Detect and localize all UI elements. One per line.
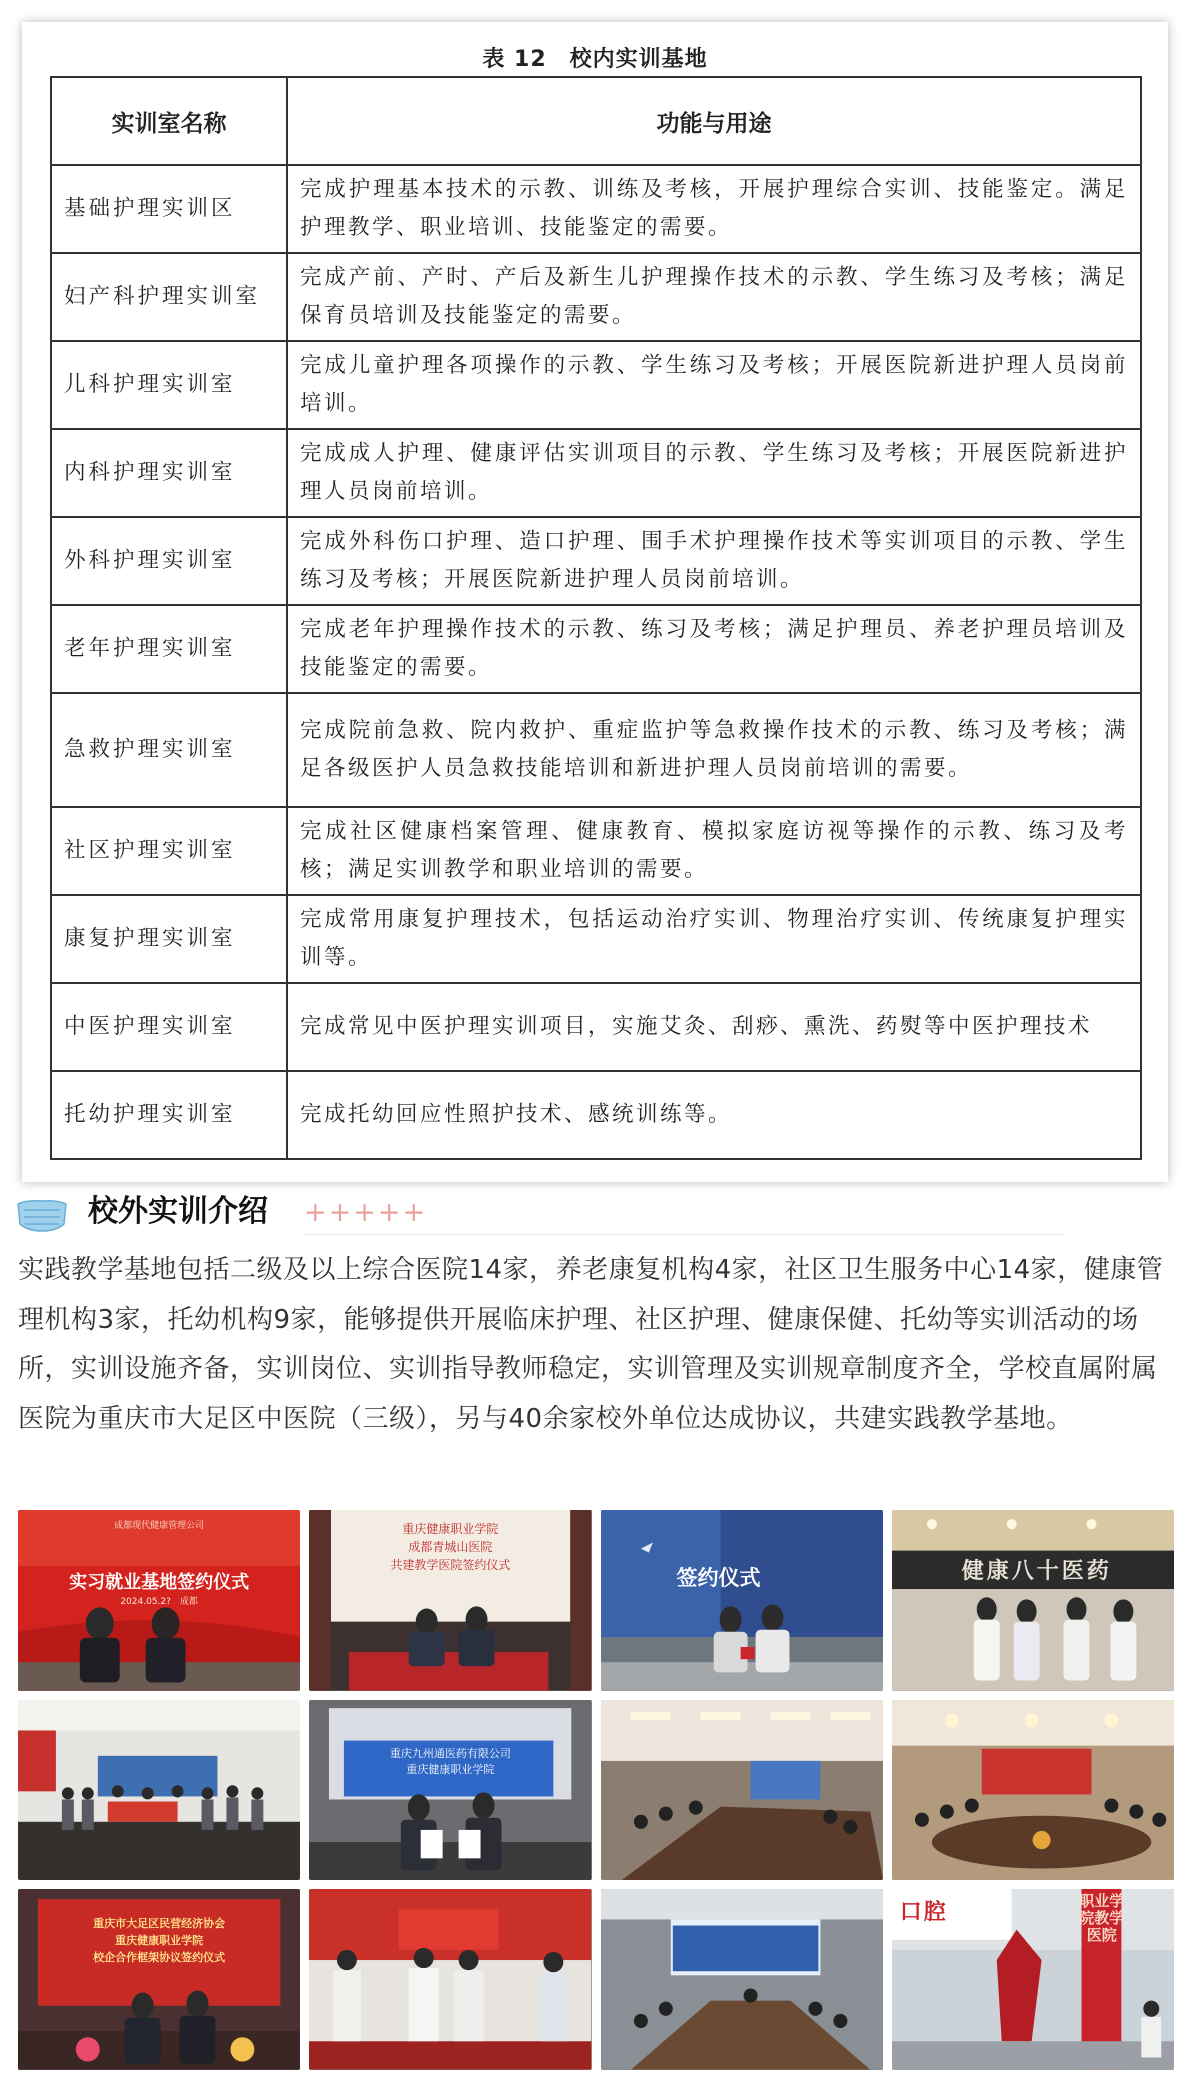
meeting-photo <box>601 1700 883 1881</box>
room-function: 完成院前急救、院内救护、重症监护等急救操作技术的示教、练习及考核；满足各级医护人员急救技能培训和新进护理人员岗前培训的需要。 <box>287 693 1141 807</box>
room-function: 完成托幼回应性照护技术、感统训练等。 <box>287 1071 1141 1159</box>
signing-photo <box>309 1700 591 1881</box>
room-name: 外科护理实训室 <box>51 517 287 605</box>
meeting-photo <box>601 1889 883 2070</box>
table-header-row <box>51 77 1141 165</box>
photo-caption: 实习就业基地签约仪式 <box>69 1572 250 1593</box>
section-divider <box>304 1234 1064 1235</box>
training-base-table-card <box>22 22 1168 1182</box>
room-function: 完成常用康复护理技术，包括运动治疗实训、物理治疗实训、传统康复护理实训等。 <box>287 895 1141 983</box>
pharmacy-photo <box>892 1510 1174 1691</box>
group-photo <box>18 1700 300 1881</box>
column-header-function: 功能与用途 <box>287 77 1141 165</box>
photo-caption: 健康八十医药 <box>961 1559 1112 1584</box>
table-row <box>51 429 1141 517</box>
photo-caption: 2024.05.2? 成都 <box>120 1597 198 1607</box>
room-name: 托幼护理实训室 <box>51 1071 287 1159</box>
photo-caption: 重庆九州通医药有限公司 重庆健康职业学院 <box>389 1746 511 1776</box>
intro-paragraph: 实践教学基地包括二级及以上综合医院14家，养老康复机构4家，社区卫生服务中心14家，健康管理机构3家，托幼机构9家，能够提供开展临床护理、社区护理、健康保健、托幼等实训活动的场所，实训设施齐备，实训岗位、实训指导教师稳定，实训管理及实训规章制度齐全，学校直属附属医院为重庆市大足区中医院（三级），另与40余家校外单位达成协议，共建实践教学基地。 <box>18 1255 1164 1434</box>
room-function: 完成成人护理、健康评估实训项目的示教、学生练习及考核；开展医院新进护理人员岗前培训。 <box>287 429 1141 517</box>
room-function: 完成产前、产时、产后及新生儿护理操作技术的示教、学生练习及考核；满足保育员培训及技能鉴定的需要。 <box>287 253 1141 341</box>
room-function: 完成常见中医护理实训项目，实施艾灸、刮痧、熏洗、药熨等中医护理技术 <box>287 983 1141 1071</box>
room-name: 儿科护理实训室 <box>51 341 287 429</box>
photo-caption: 职业学院教学医院 <box>1079 1892 1125 1945</box>
photo-caption: 口腔 <box>899 1900 948 1926</box>
photo-caption: 重庆健康职业学院 成都青城山医院 共建教学医院签约仪式 <box>390 1522 511 1572</box>
table-row <box>51 807 1141 895</box>
signing-photo <box>601 1510 883 1691</box>
training-base-table <box>50 76 1142 1160</box>
room-name: 康复护理实训室 <box>51 895 287 983</box>
room-function: 完成社区健康档案管理、健康教育、模拟家庭访视等操作的示教、练习及考核；满足实训教学和职业培训的需要。 <box>287 807 1141 895</box>
section-header <box>16 1190 1174 1236</box>
section-decoration: +++++ <box>304 1197 428 1228</box>
table-row <box>51 165 1141 253</box>
table-caption: 表 12 校内实训基地 <box>482 47 708 72</box>
column-header-name: 实训室名称 <box>51 77 287 165</box>
photo-caption: 重庆市大足区民营经济协会 重庆健康职业学院 校企合作框架协议签约仪式 <box>93 1917 226 1965</box>
face-mask-icon <box>16 1198 68 1232</box>
table-row <box>51 605 1141 693</box>
room-function: 完成外科伤口护理、造口护理、围手术护理操作技术等实训项目的示教、学生练习及考核；开展医院新进护理人员岗前培训。 <box>287 517 1141 605</box>
room-name: 妇产科护理实训室 <box>51 253 287 341</box>
room-name: 老年护理实训室 <box>51 605 287 693</box>
table-row <box>51 693 1141 807</box>
room-name: 社区护理实训室 <box>51 807 287 895</box>
room-function: 完成护理基本技术的示教、训练及考核，开展护理综合实训、技能鉴定。满足护理教学、职业培训、技能鉴定的需要。 <box>287 165 1141 253</box>
table-row <box>51 517 1141 605</box>
signing-photo <box>18 1889 300 2070</box>
room-name: 中医护理实训室 <box>51 983 287 1071</box>
room-name: 急救护理实训室 <box>51 693 287 807</box>
table-row <box>51 253 1141 341</box>
room-name: 内科护理实训室 <box>51 429 287 517</box>
signing-photo <box>18 1510 300 1691</box>
meeting-photo <box>892 1700 1174 1881</box>
table-row <box>51 341 1141 429</box>
signing-photo <box>309 1510 591 1691</box>
table-row <box>51 895 1141 983</box>
signing-photo <box>309 1889 591 2070</box>
room-name: 基础护理实训区 <box>51 165 287 253</box>
room-function: 完成儿童护理各项操作的示教、学生练习及考核；开展医院新进护理人员岗前培训。 <box>287 341 1141 429</box>
table-row <box>51 1071 1141 1159</box>
section-title: 校外实训介绍 <box>88 1194 268 1229</box>
table-row <box>51 983 1141 1071</box>
photo-caption: 签约仪式 <box>676 1566 761 1590</box>
photo-caption: 成都现代健康管理公司 <box>114 1521 205 1531</box>
photo-gallery <box>18 1510 1174 2070</box>
room-function: 完成老年护理操作技术的示教、练习及考核；满足护理员、养老护理员培训及技能鉴定的需要。 <box>287 605 1141 693</box>
plaque-unveiling-photo <box>892 1889 1174 2070</box>
